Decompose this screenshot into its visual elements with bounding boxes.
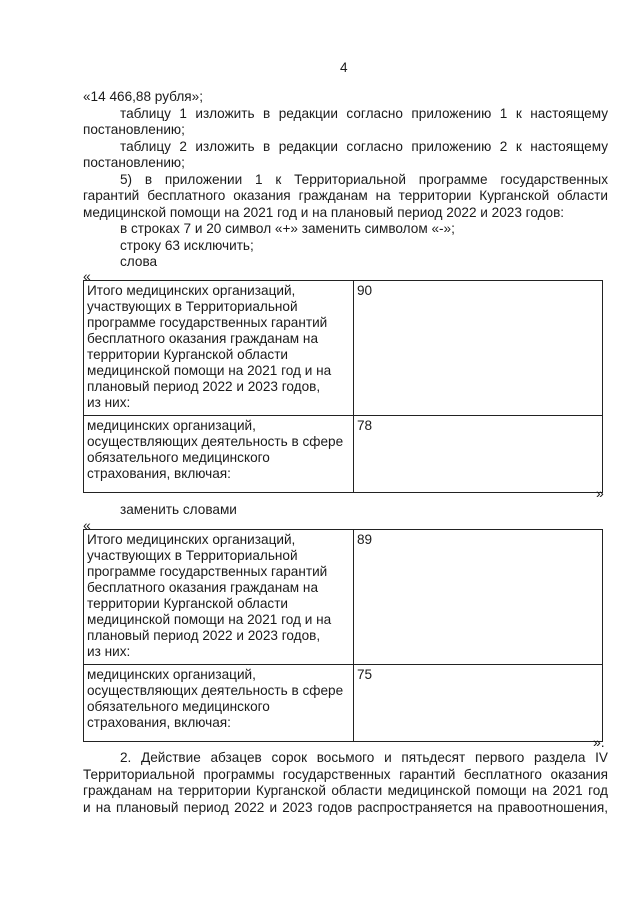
text-line: медицинской помощи на 2021 год и на плановый период 2022 и 2023 годов:	[83, 205, 565, 220]
cell-line: медицинских организаций,	[87, 667, 256, 682]
text-line: гарантий бесплатного оказания гражданам на территории Курганской области	[83, 188, 608, 203]
table-cell-label	[84, 665, 354, 742]
cell-line: из них:	[87, 644, 131, 659]
text-line: слова	[120, 254, 158, 269]
text-line: и на плановый период 2022 и 2023 годов распространяется на правоотношения,	[83, 800, 608, 815]
text-line: 2. Действие абзацев сорок восьмого и пятьдесят первого раздела IV	[120, 750, 608, 765]
text-line: таблицу 2 изложить в редакции согласно приложению 2 к настоящему	[120, 139, 608, 154]
cell-line: обязательного медицинского	[87, 450, 270, 465]
text-line: Территориальной программы государственных гарантий бесплатного оказания	[83, 767, 608, 782]
quote-close: »	[596, 485, 604, 501]
cell-line: участвующих в Территориальной	[87, 299, 298, 314]
text-line: «14 466,88 рубля»;	[83, 89, 203, 104]
cell-line: территории Курганской области	[87, 347, 289, 362]
cell-line: обязательного медицинского	[87, 699, 270, 714]
table-cell-value: 89	[354, 530, 603, 665]
cell-line: плановый период 2022 и 2023 годов,	[87, 379, 321, 394]
quote-open: «	[83, 517, 91, 533]
cell-line: плановый период 2022 и 2023 годов,	[87, 628, 321, 643]
cell-line: из них:	[87, 395, 131, 410]
table-cell-value: 90	[354, 281, 603, 416]
text-line: постановлению;	[83, 155, 185, 170]
text-line: в строках 7 и 20 символ «+» заменить символом «-»;	[120, 221, 455, 236]
table-cell-label	[84, 281, 354, 416]
cell-line: медицинской помощи на 2021 год и на	[87, 612, 332, 627]
cell-line: Итого медицинских организаций,	[87, 283, 296, 298]
text-line: 5) в приложении 1 к Территориальной программе государственных	[120, 172, 608, 187]
text-line: таблицу 1 изложить в редакции согласно приложению 1 к настоящему	[120, 106, 608, 121]
table-cell-label	[84, 416, 354, 493]
cell-line: бесплатного оказания гражданам на	[87, 580, 319, 595]
cell-line: страхования, включая:	[87, 466, 231, 481]
replace-label: заменить словами	[120, 502, 237, 517]
table-row	[84, 530, 603, 665]
table-old	[83, 280, 603, 493]
table-row	[84, 416, 603, 493]
quote-open: «	[83, 268, 91, 284]
cell-line: программе государственных гарантий	[87, 564, 328, 579]
cell-line: страхования, включая:	[87, 715, 231, 730]
cell-line: бесплатного оказания гражданам на	[87, 331, 319, 346]
table-new	[83, 529, 603, 742]
page-number: 4	[340, 60, 348, 75]
cell-line: медицинской помощи на 2021 год и на	[87, 363, 332, 378]
cell-line: Итого медицинских организаций,	[87, 532, 296, 547]
cell-line: осуществляющих деятельность в сфере	[87, 683, 344, 698]
table-cell-label	[84, 530, 354, 665]
text-line: строку 63 исключить;	[120, 238, 254, 253]
cell-line: осуществляющих деятельность в сфере	[87, 434, 344, 449]
table-cell-value: 75	[354, 665, 603, 742]
cell-line: территории Курганской области	[87, 596, 289, 611]
cell-line: программе государственных гарантий	[87, 315, 328, 330]
table-cell-value: 78	[354, 416, 603, 493]
quote-close: ».	[593, 734, 605, 750]
cell-line: медицинских организаций,	[87, 418, 256, 433]
table-row	[84, 665, 603, 742]
table-row	[84, 281, 603, 416]
text-line: гражданам на территории Курганской области медицинской помощи на 2021 год	[83, 783, 608, 798]
cell-line: участвующих в Территориальной	[87, 548, 298, 563]
text-line: постановлению;	[83, 122, 185, 137]
